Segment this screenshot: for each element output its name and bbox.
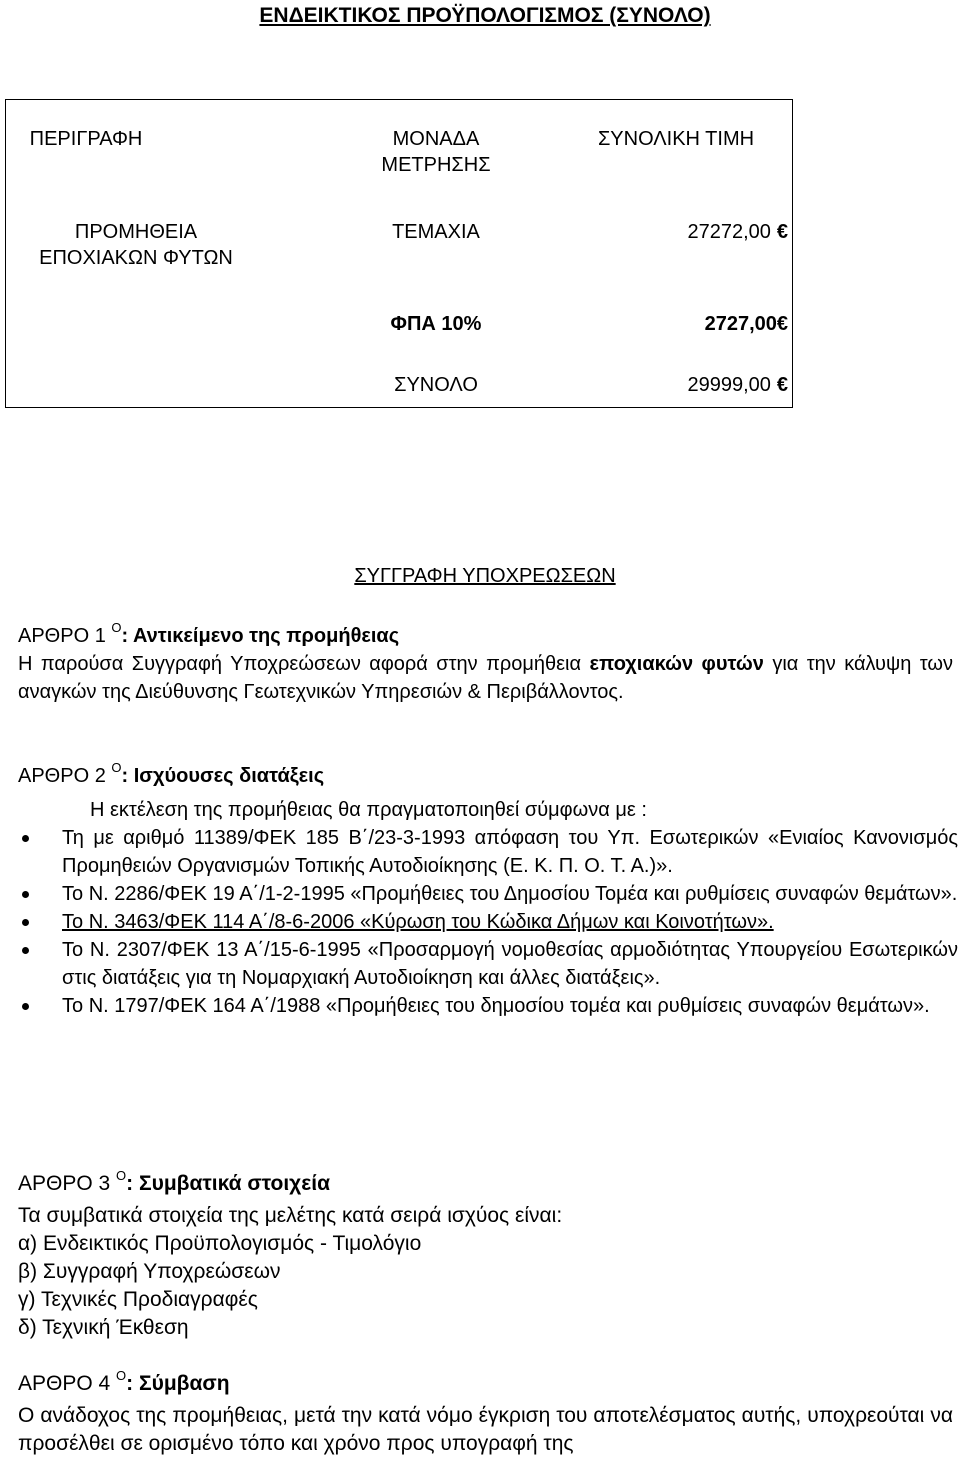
sum-value: 29999,00	[687, 374, 771, 396]
sum-label: ΣΥΝΟΛΟ	[394, 374, 478, 396]
article-4-label: ΑΡΘΡΟ 4	[18, 1372, 111, 1395]
article-2-list	[18, 824, 958, 1020]
vat-value: 2727,00	[704, 313, 777, 335]
vat-total	[566, 311, 788, 337]
article-3-sup: Ο	[116, 1168, 127, 1183]
euro-icon: €	[776, 313, 788, 335]
article-1-text-b: για την κάλυψη των αναγκών της Διεύθυνσης Γεωτεχνικών Υπηρεσιών & Περιβάλλοντος.	[18, 653, 954, 703]
euro-icon: €	[776, 374, 788, 396]
bullet-icon	[22, 835, 29, 842]
list-item: Το Ν. 2307/ΦΕΚ 13 Α΄/15-6-1995 «Προσαρμογή νομοθεσίας αρμοδιότητας Υπουργείου Εσωτερικών στις διατάξεις για τη Νομαρχιακή Αυτοδιοίκηση και άλλες διατάξεις».	[18, 936, 958, 992]
article-3-item-d: δ) Τεχνική Έκθεση	[18, 1316, 189, 1339]
article-3-item-c: γ) Τεχνικές Προδιαγραφές	[18, 1288, 258, 1311]
list-item: Το Ν. 2286/ΦΕΚ 19 Α΄/1-2-1995 «Προμήθειες του Δημοσίου Τομέα και ρυθμίσεις συναφών θεμάτων».	[18, 880, 958, 908]
item-description: ΠΡΟΜΗΘΕΙΑ ΕΠΟΧΙΑΚΩΝ ΦΥΤΩΝ	[39, 221, 233, 269]
article-2-label: ΑΡΘΡΟ 2	[18, 765, 106, 787]
header-unit: ΜΟΝΑΔΑ ΜΕΤΡΗΣΗΣ	[381, 128, 491, 176]
bullet-icon	[22, 919, 29, 926]
article-1-text-a: Η παρούσα Συγγραφή Υποχρεώσεων αφορά στην προμήθεια	[18, 653, 582, 675]
article-4-heading	[18, 1370, 953, 1398]
article-1-title: : Αντικείμενο της προμήθειας	[121, 625, 400, 647]
article-1-label: ΑΡΘΡΟ 1	[18, 625, 106, 647]
euro-icon: €	[776, 221, 788, 243]
article-3-intro: Τα συμβατικά στοιχεία της μελέτης κατά σειρά ισχύος είναι:	[18, 1204, 563, 1227]
article-4-sup: Ο	[116, 1368, 127, 1383]
header-description: ΠΕΡΙΓΡΑΦΗ	[29, 128, 143, 150]
header-total: ΣΥΝΟΛΙΚΗ ΤΙΜΗ	[597, 128, 755, 150]
article-3-item-b: β) Συγγραφή Υποχρεώσεων	[18, 1260, 281, 1283]
sum-total	[566, 372, 788, 398]
article-1-text-bold: εποχιακών φυτών	[589, 653, 764, 675]
list-item: Το Ν. 3463/ΦΕΚ 114 Α΄/8-6-2006 «Κύρωση του Κώδικα Δήμων και Κοινοτήτων».	[18, 908, 958, 936]
vat-label: ΦΠΑ 10%	[390, 313, 482, 335]
bullet-icon	[22, 947, 29, 954]
article-2-sup: Ο	[111, 760, 122, 776]
article-1-sup: Ο	[111, 620, 122, 636]
article-2-title: : Ισχύουσες διατάξεις	[121, 765, 325, 787]
article-2-intro: Η εκτέλεση της προμήθειας θα πραγματοποιηθεί σύμφωνα με :	[90, 799, 647, 821]
article-4-title: : Σύμβαση	[126, 1372, 230, 1395]
bullet-icon	[22, 1003, 29, 1010]
list-item: Το Ν. 1797/ΦΕΚ 164 Α΄/1988 «Προμήθειες του δημοσίου τομέα και ρυθμίσεις συναφών θεμάτων».	[18, 992, 958, 1020]
article-3-item-a: α) Ενδεικτικός Προϋπολογισμός - Τιμολόγιο	[18, 1232, 422, 1255]
document-title: ΕΝΔΕΙΚΤΙΚΟΣ ΠΡΟΫΠΟΛΟΓΙΣΜΟΣ (ΣΥΝΟΛΟ)	[259, 4, 711, 27]
article-3-label: ΑΡΘΡΟ 3	[18, 1172, 111, 1195]
item-unit: ΤΕΜΑΧΙΑ	[392, 221, 480, 243]
article-1-heading	[18, 622, 953, 650]
article-4-text: Ο ανάδοχος της προμήθειας, μετά την κατά νόμο έγκριση του αποτελέσματος αυτής, υποχρεούται να προσέλθει σε ορισμένο τόπο και χρόνο προς υπογραφή της	[18, 1404, 953, 1455]
item-total-value: 27272,00	[687, 221, 771, 243]
article-3-heading	[18, 1170, 953, 1198]
article-2-heading	[18, 762, 953, 790]
article-3-title: : Συμβατικά στοιχεία	[126, 1172, 330, 1195]
bullet-icon	[22, 891, 29, 898]
item-total	[566, 219, 788, 245]
section-title: ΣΥΓΓΡΑΦΗ ΥΠΟΧΡΕΩΣΕΩΝ	[354, 565, 616, 587]
article-1-text	[18, 650, 953, 706]
list-item: Τη με αριθμό 11389/ΦΕΚ 185 Β΄/23-3-1993 απόφαση του Υπ. Εσωτερικών «Ενιαίος Κανονισμός Προμηθειών Οργανισμών Τοπικής Αυτοδιοίκησης (Ε. Κ. Π. Ο. Τ. Α.)».	[18, 824, 958, 880]
budget-table	[5, 99, 793, 408]
